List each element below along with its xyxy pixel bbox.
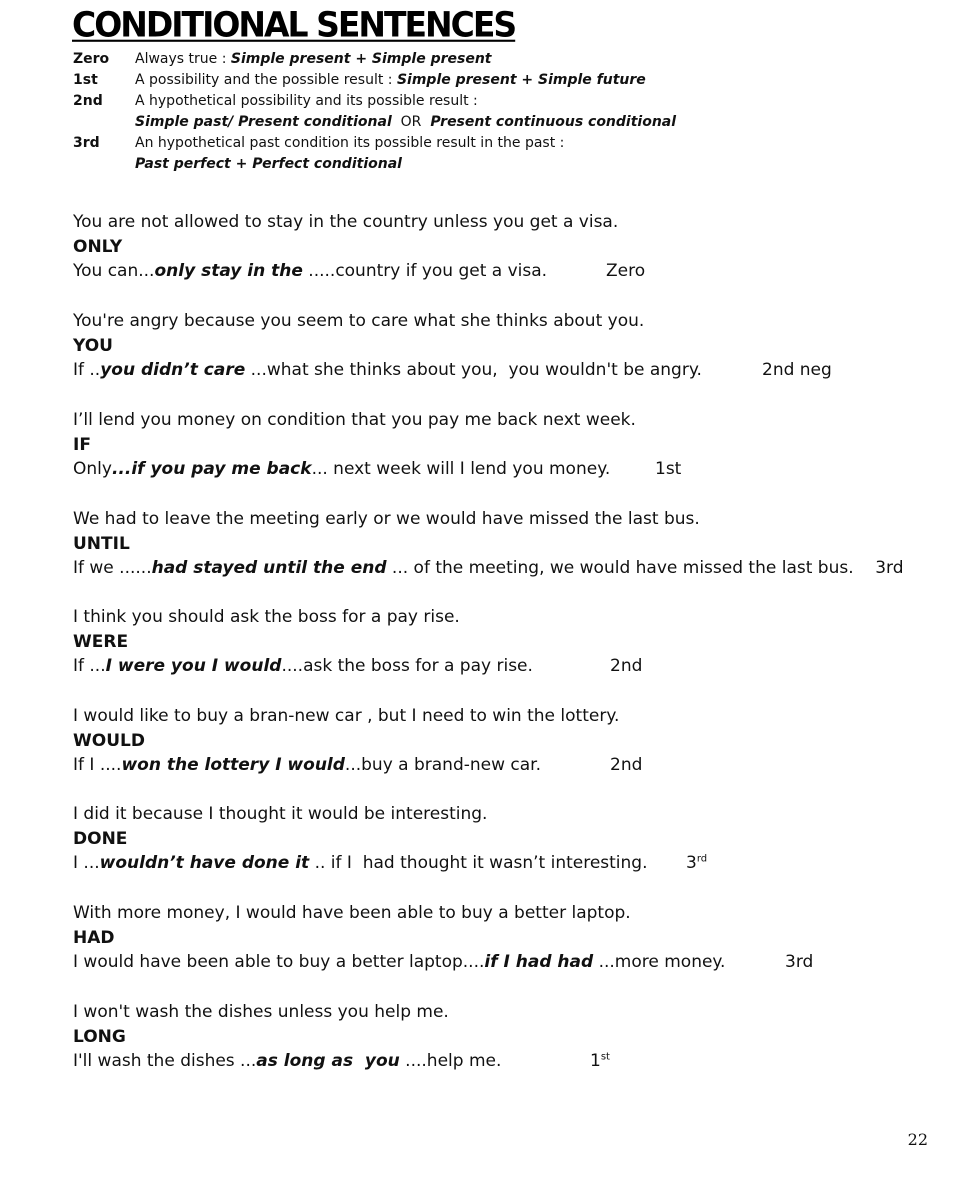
exercise-item [73, 408, 681, 482]
legend-desc: Always true : Simple present + Simple present [135, 51, 492, 67]
answer-text: only stay in the [154, 261, 303, 281]
conditional-type-label: 1st [655, 459, 682, 479]
answer-text: ...if you pay me back [111, 459, 312, 479]
answer-suffix: ...what she thinks about you, you wouldn't be angry. [245, 360, 702, 380]
page-number: 22 [907, 1130, 928, 1149]
exercise-prompt: I’ll lend you money on condition that you pay me back next week. [73, 410, 636, 430]
exercise-answer-line [73, 950, 813, 975]
exercise-keyword: YOU [73, 335, 113, 356]
answer-prefix: I would have been able to buy a better laptop.... [73, 952, 485, 972]
legend-row-first [73, 70, 676, 91]
legend-desc: An hypothetical past condition its possible result in the past : [135, 135, 565, 151]
legend-key: 3rd [73, 135, 100, 151]
ordinal-suffix: rd [696, 853, 708, 865]
page-title: CONDITIONAL SENTENCES [72, 4, 516, 45]
exercise-answer-line [73, 654, 642, 679]
exercise-answer-line [73, 753, 642, 778]
answer-suffix: .. if I had thought it wasn’t interesting. [309, 853, 648, 873]
answer-prefix: If I .... [73, 755, 122, 775]
answer-suffix: ....ask the boss for a pay rise. [281, 656, 533, 676]
exercise-keyword: WERE [73, 631, 129, 652]
answer-text: wouldn’t have done it [99, 853, 310, 873]
exercise-answer-line [73, 358, 832, 383]
exercise-item [73, 210, 645, 284]
answer-prefix: If we ...... [73, 558, 152, 578]
answer-text: if I had had [484, 952, 594, 972]
legend-row-second [73, 91, 676, 112]
exercise-prompt: I would like to buy a bran-new car , but I need to win the lottery. [73, 706, 620, 726]
answer-prefix: I'll wash the dishes ... [73, 1051, 257, 1071]
conditional-type-label: 2nd neg [762, 360, 832, 380]
answer-text: had stayed until the end [151, 558, 387, 578]
answer-prefix: I ... [73, 853, 100, 873]
exercise-prompt: With more money, I would have been able to buy a better laptop. [73, 903, 631, 923]
answer-prefix: Only [73, 459, 112, 479]
legend-row-third [73, 133, 676, 154]
exercise-prompt: I won't wash the dishes unless you help me. [73, 1002, 449, 1022]
exercise-keyword: LONG [73, 1026, 126, 1047]
exercise-item [73, 507, 904, 581]
exercise-item [73, 901, 813, 975]
legend-key: 1st [73, 72, 98, 88]
legend-row-second-formula: Simple past/ Present conditional OR Present continuous conditional [135, 114, 677, 130]
exercise-prompt: You are not allowed to stay in the country unless you get a visa. [73, 212, 619, 232]
answer-prefix: You can... [73, 261, 155, 281]
legend-row-third-formula: Past perfect + Perfect conditional [135, 156, 402, 172]
answer-suffix: ...more money. [593, 952, 726, 972]
exercise-prompt: We had to leave the meeting early or we would have missed the last bus. [73, 509, 700, 529]
exercise-answer-line [73, 851, 707, 876]
legend-key: Zero [73, 51, 110, 67]
conditional-type-label: 1st [590, 1051, 610, 1071]
answer-suffix: ....help me. [399, 1051, 502, 1071]
conditional-legend [73, 49, 676, 175]
exercise-keyword: HAD [73, 927, 115, 948]
exercise-prompt: I think you should ask the boss for a pay rise. [73, 607, 460, 627]
answer-suffix: ... next week will I lend you money. [311, 459, 611, 479]
answer-suffix: ... of the meeting, we would have missed the last bus. [386, 558, 854, 578]
answer-text: you didn’t care [100, 360, 246, 380]
exercise-item [73, 1000, 610, 1074]
legend-row-zero [73, 49, 676, 70]
exercise-item [73, 309, 832, 383]
answer-suffix: .....country if you get a visa. [302, 261, 548, 281]
legend-key: 2nd [73, 93, 103, 109]
exercise-answer-line [73, 259, 645, 284]
exercise-keyword: IF [73, 434, 91, 455]
conditional-type-label: 3rd [686, 853, 708, 873]
conditional-type-label: 2nd [610, 656, 643, 676]
exercise-keyword: DONE [73, 828, 128, 849]
exercise-keyword: ONLY [73, 236, 123, 257]
legend-desc: A possibility and the possible result : Simple present + Simple future [135, 72, 646, 88]
exercise-item [73, 704, 642, 778]
exercise-answer-line [73, 1049, 610, 1074]
answer-prefix: If ... [73, 656, 106, 676]
exercise-item [73, 605, 642, 679]
exercise-prompt: I did it because I thought it would be interesting. [73, 804, 488, 824]
exercise-item [73, 802, 707, 876]
legend-desc: A hypothetical possibility and its possible result : [135, 93, 478, 109]
ordinal-suffix: st [600, 1051, 610, 1063]
answer-text: as long as you [256, 1051, 400, 1071]
conditional-type-label: 2nd [610, 755, 643, 775]
exercise-prompt: You're angry because you seem to care what she thinks about you. [73, 311, 645, 331]
conditional-type-label: Zero [606, 261, 646, 281]
conditional-type-label: 3rd [785, 952, 814, 972]
answer-text: I were you I would [105, 656, 282, 676]
answer-prefix: If .. [73, 360, 101, 380]
answer-suffix: ...buy a brand-new car. [344, 755, 542, 775]
exercise-answer-line [73, 457, 681, 482]
conditional-type-label: 3rd [875, 558, 904, 578]
answer-text: won the lottery I would [121, 755, 345, 775]
exercise-keyword: UNTIL [73, 533, 130, 554]
exercise-keyword: WOULD [73, 730, 145, 751]
exercise-answer-line [73, 556, 904, 581]
